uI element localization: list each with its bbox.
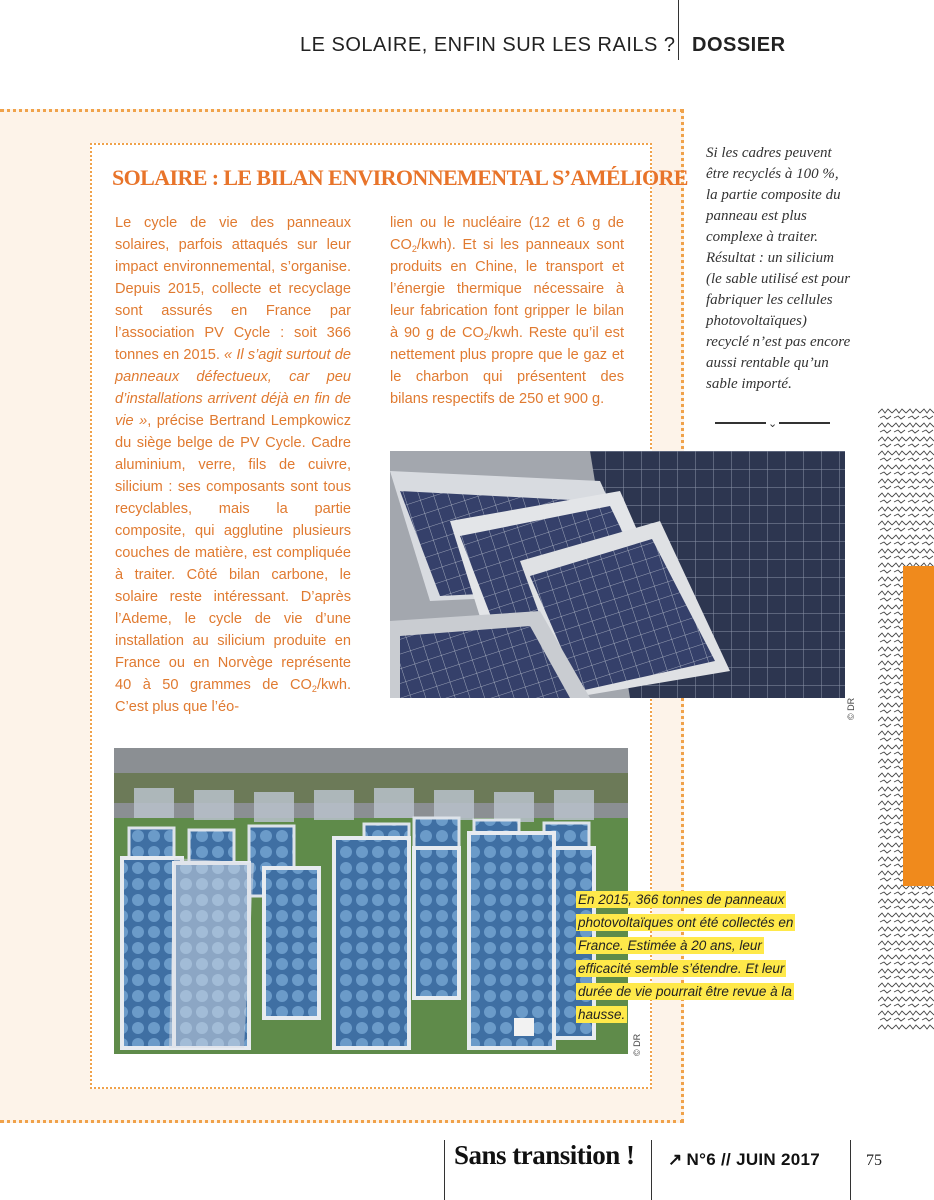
footer-divider-left [444,1140,445,1200]
orange-accent-bar [903,566,934,886]
col2-subscript-2: 2 [483,332,489,342]
header-title: LE SOLAIRE, ENFIN SUR LES RAILS ? [300,34,676,56]
photo-caption [576,888,812,1026]
panel-field-illustration [114,748,628,1054]
footer-divider-right [850,1140,851,1200]
page-number: 75 [866,1152,882,1169]
photo-stacked-panels [390,451,845,698]
col1-paragraph-1: Le cycle de vie des panneaux solaires, parfois attaqués sur leur impact environnemental, s’organise. Depuis 2015, collecte et recyclage sont assurés en France par l’association PV Cycle : soit 366 tonnes en 2015. [115,215,351,363]
magazine-logo: Sans transition ! [454,1140,635,1170]
header-divider [678,0,679,60]
box-title: SOLAIRE : LE BILAN ENVIRONNEMENTAL S’AMÉLIORE [112,165,688,190]
col2-part-b: /kwh). Et si les panneaux sont produits en Chine, le transport et l’énergie thermique nécessaire à leur fabrication font gripper le bilan à 90 g de CO [390,237,624,341]
header-section: DOSSIER [692,34,786,56]
photo-credit-1: © DR [846,697,856,720]
photo-panel-field [114,748,628,1054]
caption-text: En 2015, 366 tonnes de panneaux photovoltaïques ont été collectés en France. Estimée à 20 ans, leur efficacité semble s’étendre. Et leur durée de vie pourrait être revue à la hausse. [578,892,794,1022]
footer-divider-middle [651,1140,652,1200]
col2-subscript-1: 2 [411,244,417,254]
text-column-2 [390,212,624,410]
col1-subscript: 2 [311,684,317,694]
side-note: Si les cadres peuvent être recyclés à 100 %, la partie composite du panneau est plus complexe à traiter. Résultat : un silicium (le sable utilisé est pour fabriquer les cellules photovoltaïques) recyclé n’est pas encore aussi rentable qu’un sable importé. [706,145,851,392]
col2-part-a: lien ou le nucléaire (12 et 6 g de CO [390,215,624,253]
text-column-1 [115,212,351,718]
col1-paragraph-3: /kwh. C’est plus que l’éo- [115,677,351,715]
arrow-up-right-icon: ↗ [668,1150,683,1169]
issue-info [668,1150,820,1170]
chevron-down-icon: ⌄ [768,418,778,430]
col2-part-c: /kwh. Reste qu’il est nettement plus propre que le gaz et le charbon qui présentent des bilans respectifs de 250 et 900 g. [390,325,624,407]
issue-label: N°6 // JUIN 2017 [686,1150,821,1169]
col1-paragraph-2: , précise Bertrand Lempkowicz du siège belge de PV Cycle. Cadre aluminium, verre, fils de cuivre, silicium : ses composants sont tous recyclables, mais la partie composite, qui agglutine plusieurs couches de matière, est compliquée à traiter. Côté bilan carbone, le solaire reste intéressant. D’après l’Ademe, le cycle de vie d’une installation au silicium produite en France ou en Norvège représente 40 à 50 grammes de CO [115,413,352,693]
photo-credit-2: © DR [632,1033,642,1056]
stacked-panels-illustration [390,451,845,698]
col1-quote: « Il s’agit surtout de panneaux défectueux, car peu d’installations arrivent déjà en fin de vie » [115,347,351,429]
